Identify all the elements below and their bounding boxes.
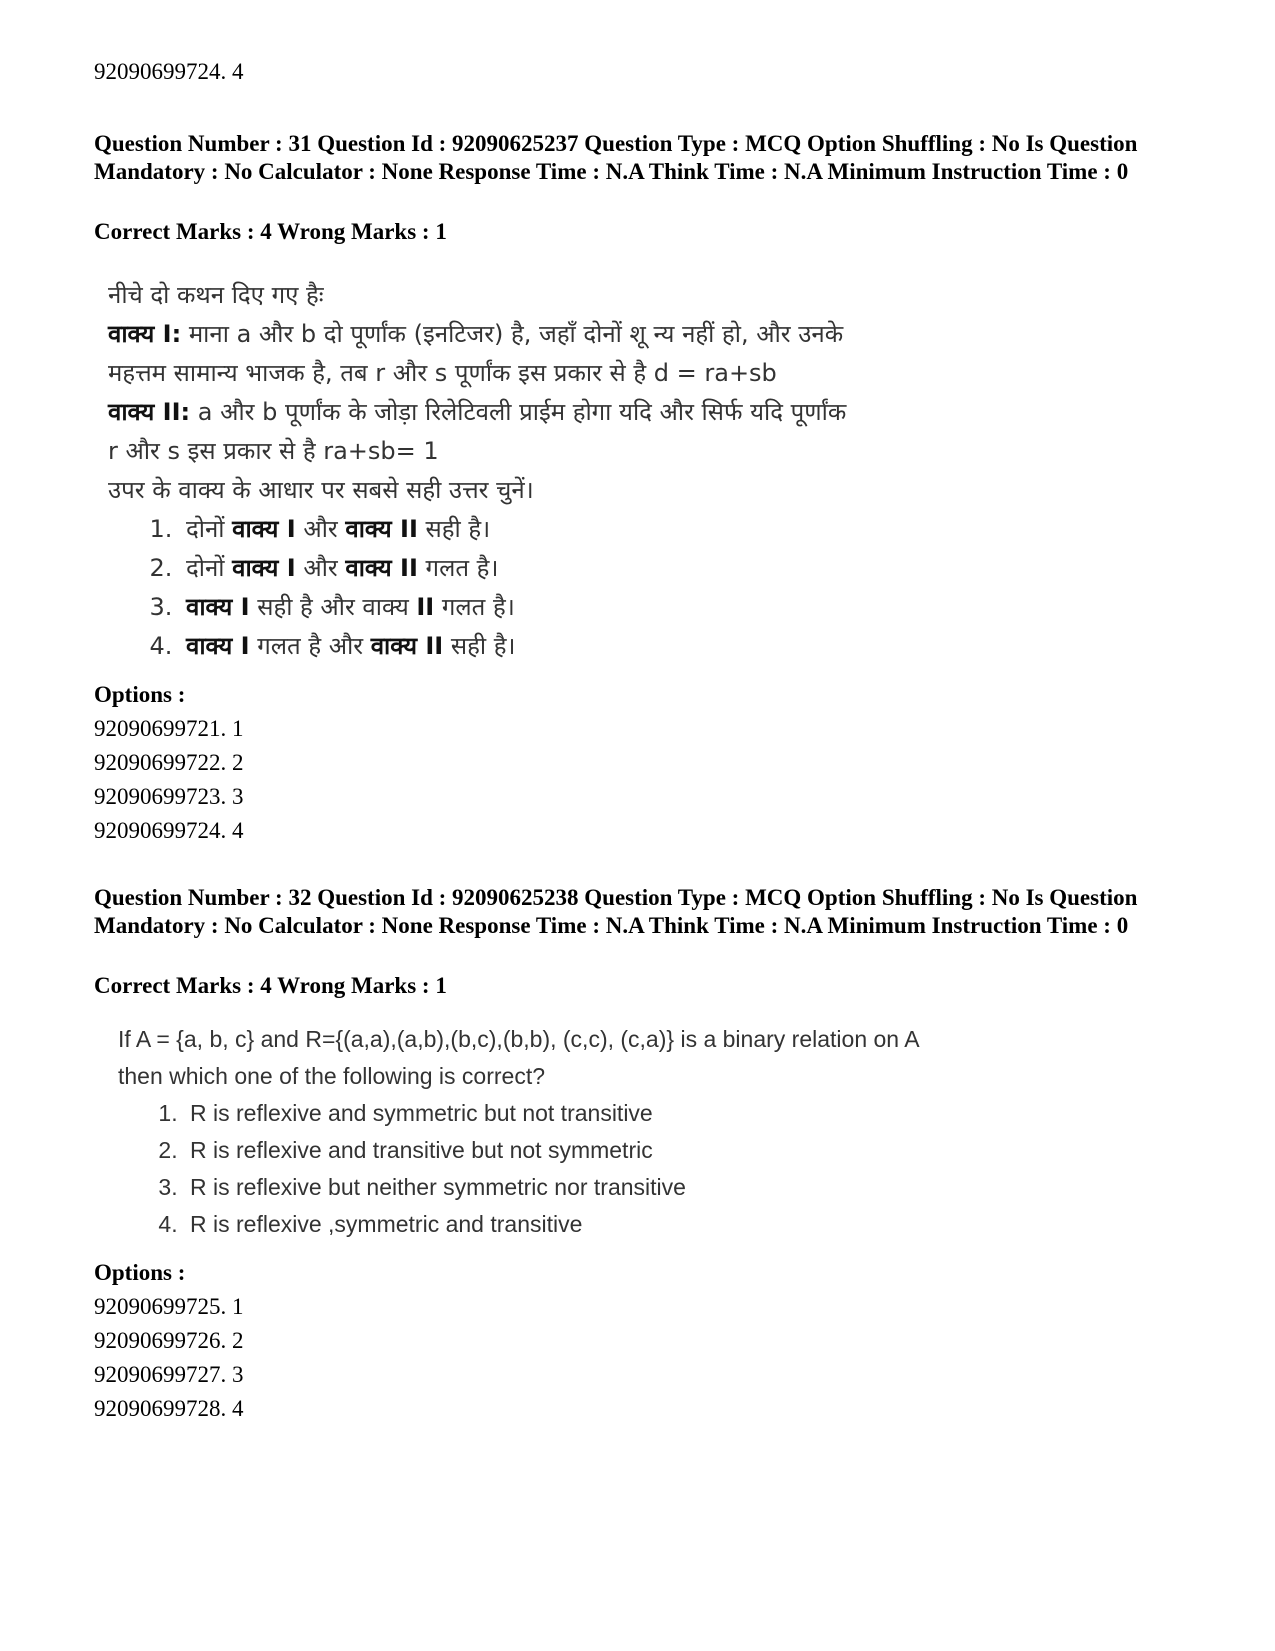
question-31-options xyxy=(94,678,244,848)
q31-choice-1: 1. दोनों वाक्य I और वाक्य II सही है। xyxy=(180,510,908,549)
q32-choice-3: 3. R is reflexive but neither symmetric nor transitive xyxy=(184,1169,938,1206)
option-row: 92090699721. 1 xyxy=(94,716,244,741)
q32-choice-4: 4. R is reflexive ,symmetric and transitive xyxy=(184,1206,938,1243)
q31-choice-4: 4. वाक्य I गलत है और वाक्य II सही है। xyxy=(180,627,908,666)
q31-statement-1-cont: महत्तम सामान्य भाजक है, तब r और s पूर्णांक इस प्रकार से है d = ra+sb xyxy=(108,359,777,387)
q31-statement-2-cont: r और s इस प्रकार से है ra+sb= 1 xyxy=(108,437,439,465)
q32-choice-1: 1. R is reflexive and symmetric but not transitive xyxy=(184,1095,938,1132)
q31-choice-3: 3. वाक्य I सही है और वाक्य II गलत है। xyxy=(180,588,908,627)
q31-statement-1-label: वाक्य I: xyxy=(108,320,182,348)
q31-intro: नीचे दो कथन दिए गए हैः xyxy=(108,281,324,309)
question-31-header: Question Number : 31 Question Id : 92090625237 Question Type : MCQ Option Shuffling : No Is Question Mandatory : No Calculator : None Response Time : N.A Think Time : N.A Minimum Instruction Time : 0 xyxy=(94,131,1138,184)
q32-choice-list xyxy=(118,1095,938,1243)
option-row: 92090699722. 2 xyxy=(94,750,244,775)
q31-choice-list xyxy=(108,510,908,666)
question-31-body xyxy=(108,276,908,666)
question-32-header: Question Number : 32 Question Id : 92090625238 Question Type : MCQ Option Shuffling : No Is Question Mandatory : No Calculator : None Response Time : N.A Think Time : N.A Minimum Instruction Time : 0 xyxy=(94,885,1138,938)
options-title: Options : xyxy=(94,682,186,707)
q31-prompt: उपर के वाक्य के आधार पर सबसे सही उत्तर चुनें। xyxy=(108,476,534,504)
option-row: 92090699726. 2 xyxy=(94,1328,244,1353)
q32-choice-2: 2. R is reflexive and transitive but not symmetric xyxy=(184,1132,938,1169)
option-row: 92090699728. 4 xyxy=(94,1396,244,1421)
q32-line-2: then which one of the following is correct? xyxy=(118,1063,546,1089)
q31-statement-1-text: माना a और b दो पूर्णांक (इनटिजर) है, जहाँ दोनों शू न्य नहीं हो, और उनके xyxy=(181,320,844,348)
q31-statement-2 xyxy=(108,393,908,432)
q32-line-1: If A = {a, b, c} and R={(a,a),(a,b),(b,c),(b,b), (c,c), (c,a)} is a binary relation on A xyxy=(118,1026,920,1052)
previous-option-line: 92090699724. 4 xyxy=(94,59,244,84)
q31-statement-2-label: वाक्य II: xyxy=(108,398,191,426)
option-row: 92090699724. 4 xyxy=(94,818,244,843)
question-31-marks: Correct Marks : 4 Wrong Marks : 1 xyxy=(94,219,447,244)
q31-statement-1 xyxy=(108,315,908,354)
option-row: 92090699723. 3 xyxy=(94,784,244,809)
question-32-body xyxy=(118,1021,938,1243)
question-32-marks: Correct Marks : 4 Wrong Marks : 1 xyxy=(94,973,447,998)
options-title: Options : xyxy=(94,1260,186,1285)
option-row: 92090699727. 3 xyxy=(94,1362,244,1387)
q31-statement-2-text: a और b पूर्णांक के जोड़ा रिलेटिवली प्राईम होगा यदि और सिर्फ यदि पूर्णांक xyxy=(190,398,847,426)
q31-choice-2: 2. दोनों वाक्य I और वाक्य II गलत है। xyxy=(180,549,908,588)
option-row: 92090699725. 1 xyxy=(94,1294,244,1319)
question-32-options xyxy=(94,1256,244,1426)
